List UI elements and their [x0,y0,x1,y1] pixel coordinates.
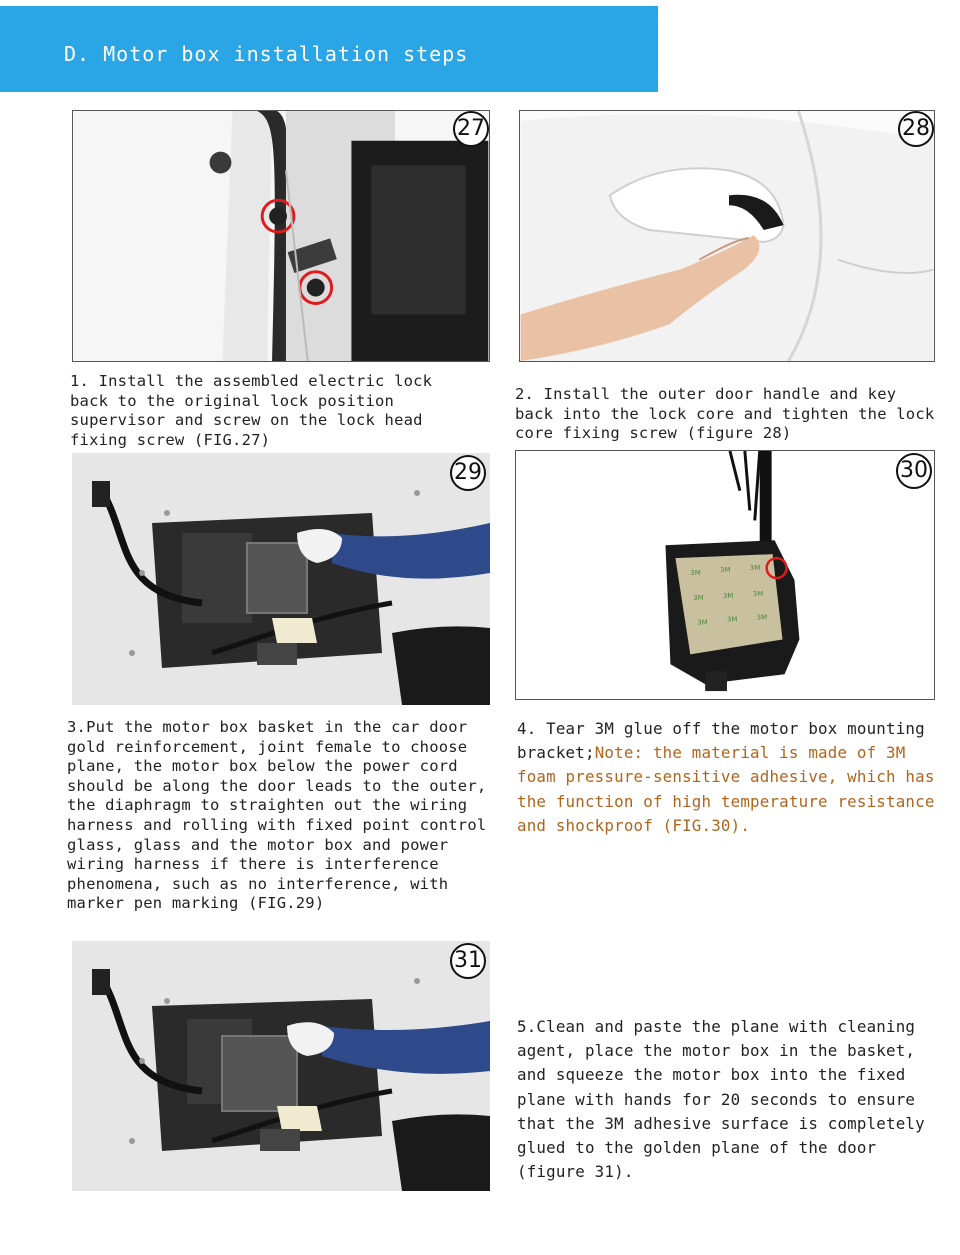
step-1-line: fixing screw (FIG.27) [70,430,271,449]
step-3-line: should be along the door leads to the outer, [67,776,487,795]
step-3-line: plane, the motor box below the power cord [67,757,458,776]
door-latch-illustration [73,111,489,361]
figure-30-photo [515,450,935,700]
step-5-line: agent, place the motor box in the basket, [517,1041,916,1061]
step-1-line: back to the original lock position [70,391,395,410]
step-2-line: core fixing screw (figure 28) [515,424,792,443]
step-2-line: 2. Install the outer door handle and key [515,385,897,403]
svg-text:3M: 3M [720,566,731,575]
svg-text:3M: 3M [752,589,764,598]
svg-text:3M: 3M [690,569,701,577]
step-2-line: back into the lock core and tighten the lock [515,404,935,423]
svg-text:3M: 3M [697,618,708,627]
door-handle-illustration [520,111,934,361]
figure-31-badge: 31 [450,943,486,979]
door-interior-illustration [72,453,490,705]
step-3-line: the diaphragm to straighten out the wiring [67,796,468,815]
svg-text:3M: 3M [749,564,761,573]
step-5-line: plane with hands for 20 seconds to ensure [517,1089,916,1109]
svg-text:3M: 3M [723,591,734,600]
figure-29-photo [72,453,490,705]
figure-28-photo [519,110,935,362]
figure-28-badge: 28 [898,111,934,147]
step-3-line: gold reinforcement, joint female to choose [67,737,468,756]
step-3-line: phenomena, such as no interference, with [67,874,449,893]
step-3-line: harness and rolling with fixed point control [67,815,487,834]
section-title: D. Motor box installation steps [64,42,469,66]
step-1-caption [70,372,490,450]
figure-27-photo [72,110,490,362]
figure-30-badge: 30 [896,453,932,489]
step-4-caption [517,717,947,838]
door-interior-press-illustration [72,941,490,1191]
step-3-line: glass, glass and the motor box and power [67,835,449,854]
svg-text:3M: 3M [756,613,768,622]
step-5-line: that the 3M adhesive surface is completely [517,1113,925,1133]
step-3-caption [67,718,507,914]
step-3-line: 3.Put the motor box basket in the car door [67,718,468,736]
step-1-line: 1. Install the assembled electric lock [70,372,433,390]
step-4-note-line: foam pressure-sensitive adhesive, which has [517,767,935,787]
figure-31-photo [72,941,490,1191]
figure-27-badge: 27 [453,111,489,147]
step-5-line: 5.Clean and paste the plane with cleaning [517,1017,916,1036]
step-4-text: bracket; [517,743,595,763]
step-5-line: and squeeze the motor box into the fixed [517,1065,906,1085]
step-3-line: marker pen marking (FIG.29) [67,894,325,913]
step-4-note: Note: the material is made of 3M [594,743,906,763]
step-2-caption [515,385,945,444]
step-4-note-line: the function of high temperature resistance [517,791,935,811]
motor-box-illustration [516,451,934,699]
step-4-line [517,741,947,765]
svg-text:3M: 3M [726,615,738,624]
step-5-line: (figure 31). [517,1162,634,1182]
step-3-line: wiring harness if there is interference [67,855,439,874]
svg-text:3M: 3M [693,593,704,602]
step-4-note-line: and shockproof (FIG.30). [517,815,751,835]
step-1-line: supervisor and screw on the lock head [70,411,423,430]
figure-29-badge: 29 [450,455,486,491]
step-5-line: glued to the golden plane of the door [517,1138,877,1158]
step-5-caption [517,1015,947,1184]
step-4-line: 4. Tear 3M glue off the motor box mounting [517,719,925,738]
section-header-banner [0,6,658,92]
